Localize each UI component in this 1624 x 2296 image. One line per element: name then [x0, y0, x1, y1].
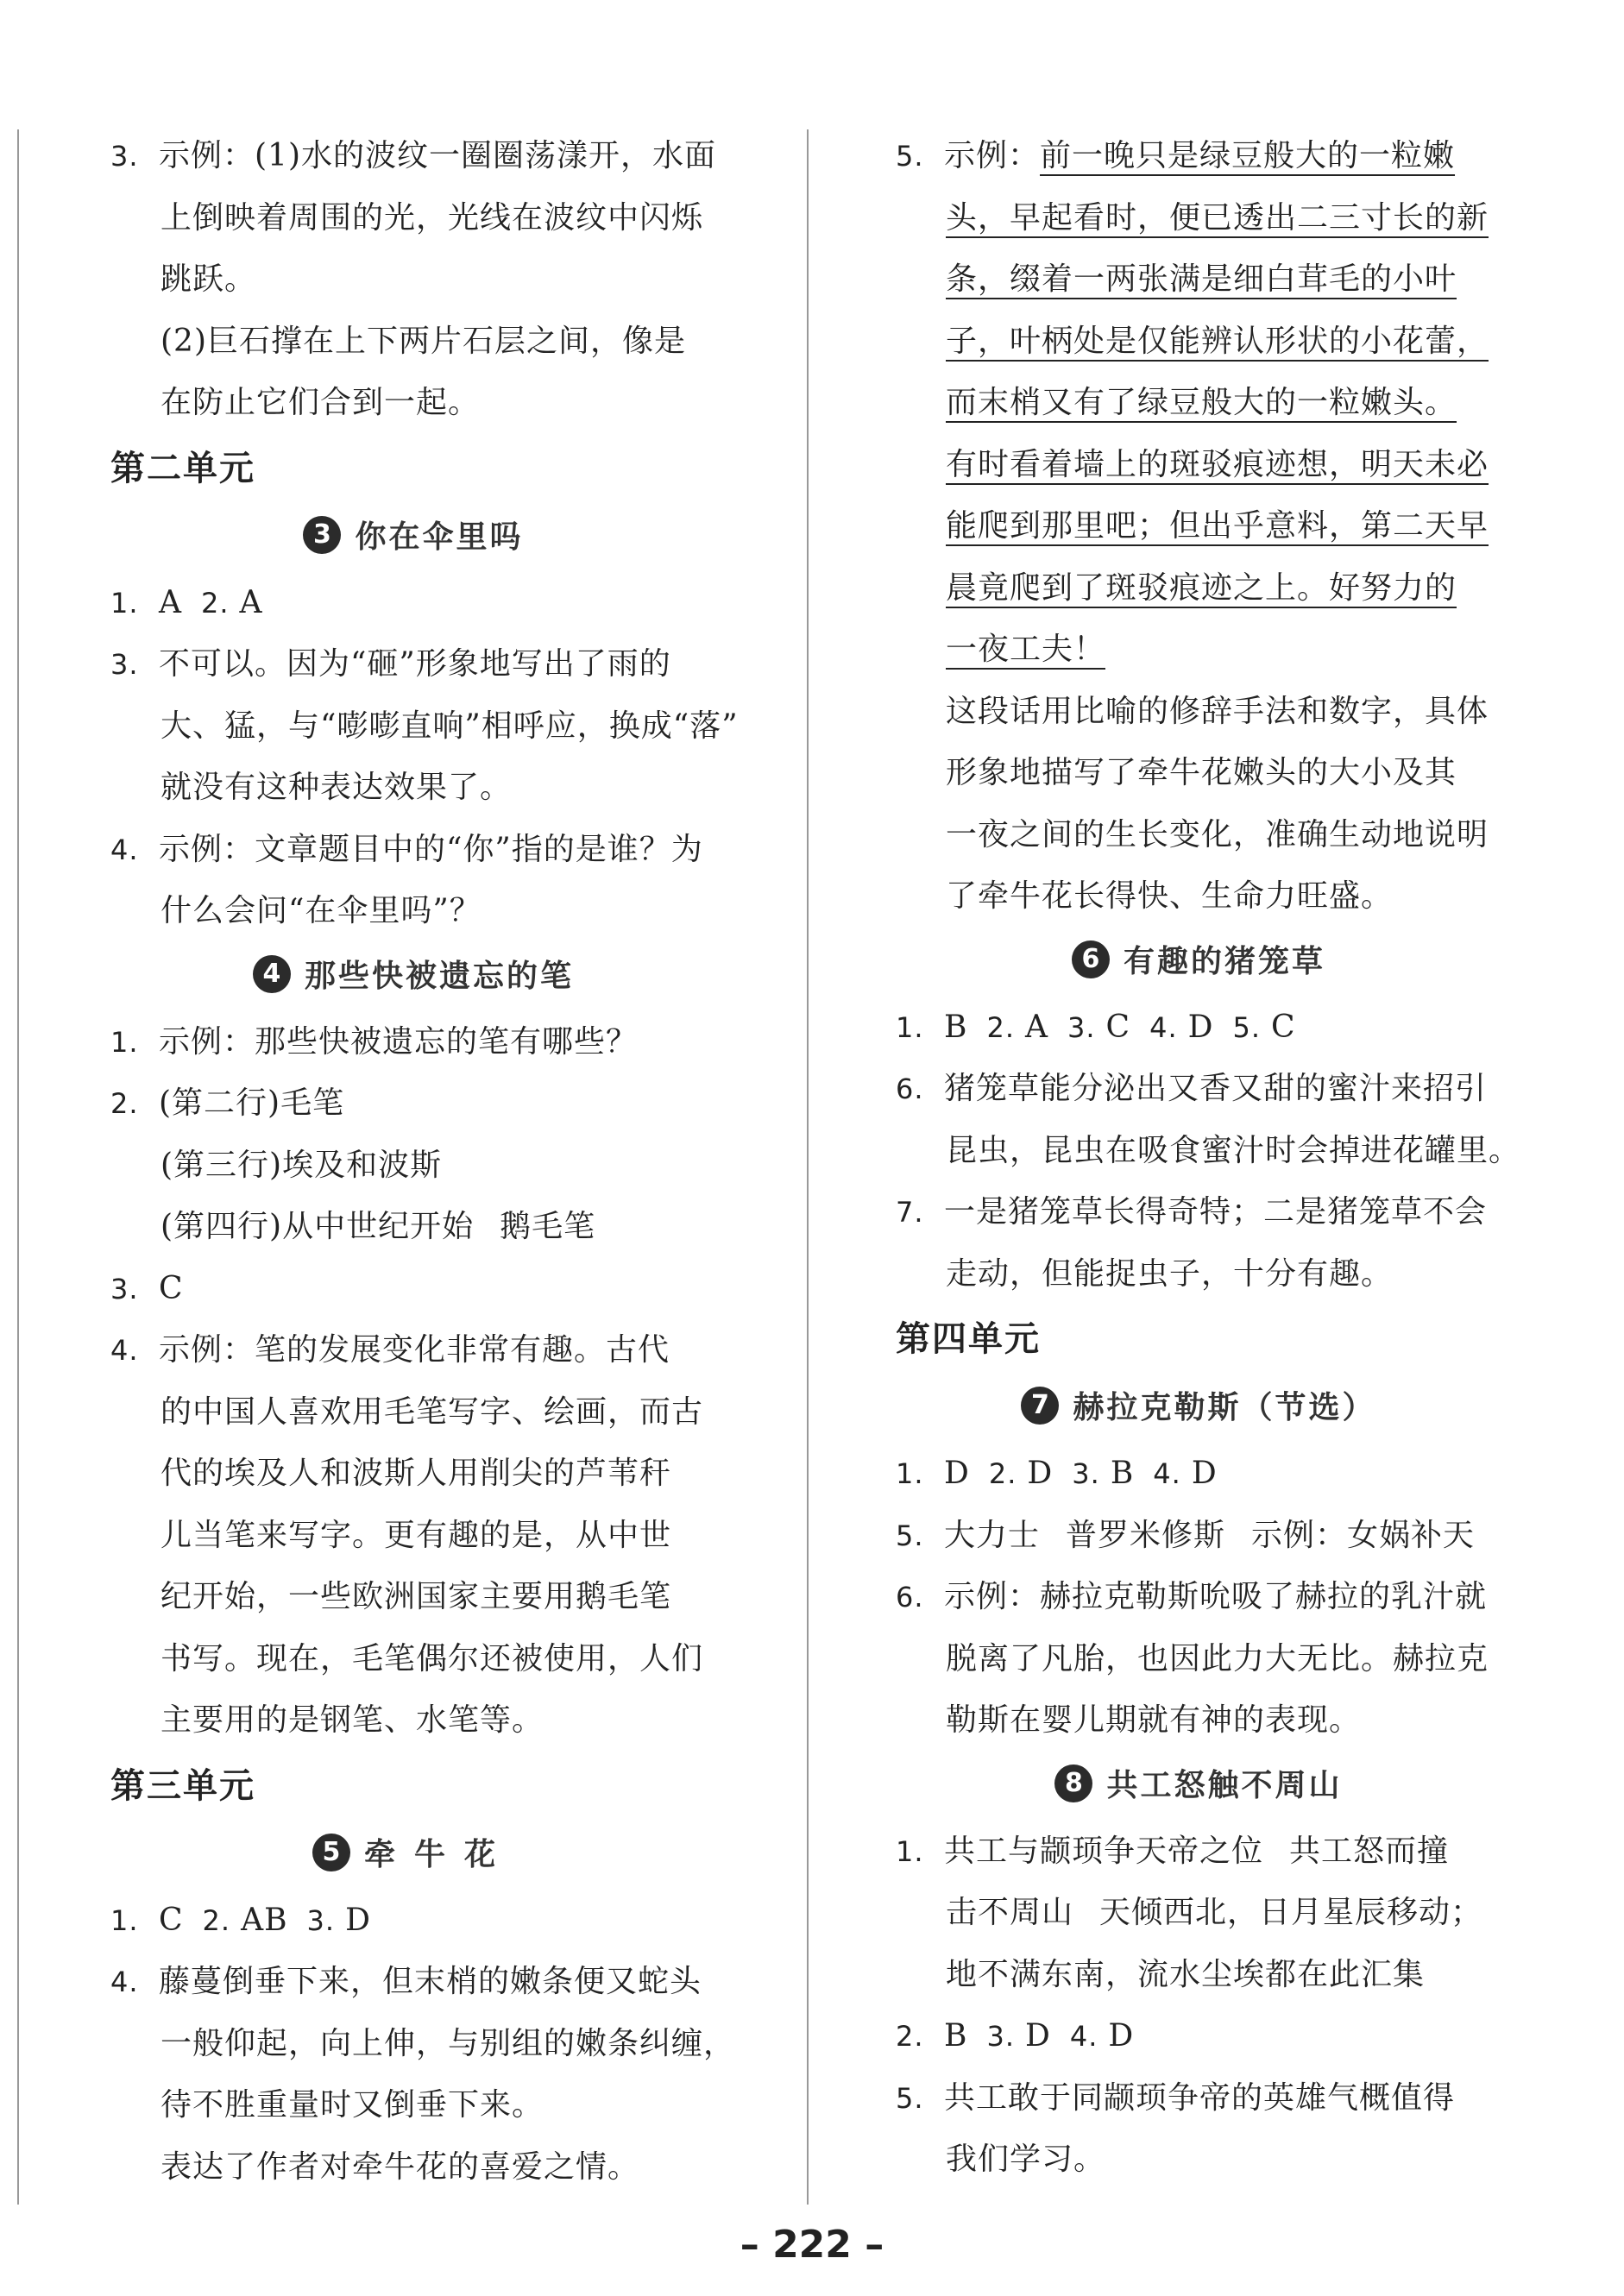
answer-line — [110, 1011, 716, 1073]
answer-line — [896, 311, 1501, 373]
answer-line — [896, 125, 1501, 187]
answer-text: C — [159, 1902, 184, 1938]
question-number: 2. — [110, 1087, 139, 1120]
answer-text: 击不周山 — [946, 1895, 1074, 1930]
answer-text: C — [159, 1270, 184, 1306]
answer-text: 共工与颛顼争天帝之位 — [944, 1833, 1264, 1869]
answer-line — [896, 2005, 1501, 2067]
underlined-quote: 能爬到那里吧；但出乎意料，第二天早 — [946, 508, 1489, 544]
underlined-quote: 子，叶柄处是仅能辨认形状的小花蕾， — [946, 323, 1489, 359]
lesson-number-badge: 8 — [1054, 1764, 1092, 1802]
answer-text: C — [1105, 1009, 1131, 1045]
question-number: 2. — [201, 586, 230, 620]
question-number: 1. — [110, 1025, 139, 1059]
question-number: 5. — [1232, 1010, 1262, 1044]
underlined-quote: 一夜工夫！ — [946, 632, 1106, 667]
question-number: 4. — [110, 1334, 139, 1367]
lesson-number-badge: 7 — [1021, 1387, 1059, 1425]
underlined-quote: 晨竟爬到了斑驳痕迹之上。好努力的 — [946, 569, 1457, 606]
answer-line: 一般仰起，向上伸，与别组的嫩条纠缠， — [161, 2025, 736, 2061]
question-number: 2. — [202, 1903, 231, 1937]
answer-line — [896, 495, 1501, 557]
lesson-heading — [896, 928, 1501, 997]
answer-line: 的中国人喜欢用毛笔写字、绘画，而古 — [161, 1393, 704, 1430]
answer-line — [896, 434, 1501, 496]
answer-text: 天倾西北，日月星辰移动； — [1099, 1895, 1483, 1930]
answer-line: 纪开始，一些欧洲国家主要用鹅毛笔 — [161, 1579, 672, 1614]
answer-line: 大、猛，与“嘭嘭直响”相呼应，换成“落” — [161, 708, 739, 744]
answer-text: B — [1110, 1456, 1135, 1491]
answer-text: D — [1187, 1009, 1214, 1045]
question-number: 3. — [1072, 1457, 1100, 1490]
answer-text: A — [239, 584, 263, 620]
question-number: 1. — [110, 1903, 139, 1937]
question-number: 7. — [896, 1196, 924, 1229]
lesson-title: 赫拉克勒斯（节选） — [1073, 1390, 1376, 1425]
answer-line — [110, 572, 716, 634]
answer-line: 在防止它们合到一起。 — [161, 385, 481, 420]
answer-line: 表达了作者对牵牛花的喜爱之情。 — [161, 2148, 640, 2185]
answer-line: (第三行)埃及和波斯 — [161, 1147, 443, 1183]
lesson-heading — [896, 1752, 1501, 1821]
lesson-heading — [896, 1374, 1501, 1443]
answer-line: 走动，但能捉虫子，十分有趣。 — [946, 1255, 1394, 1292]
question-number: 4. — [110, 833, 139, 866]
answer-line: 地不满东南，流水尘埃都在此汇集 — [946, 1956, 1426, 1992]
underlined-quote: 而末梢又有了绿豆般大的一粒嫩头。 — [946, 385, 1457, 420]
answer-text: D — [1025, 2018, 1051, 2054]
answer-line: 儿当笔来写字。更有趣的是，从中世 — [161, 1517, 672, 1553]
answer-text: 示例：文章题目中的“你”指的是谁？为 — [159, 831, 703, 867]
answer-line: 主要用的是钢笔、水笔等。 — [161, 1702, 544, 1738]
answer-line — [896, 372, 1501, 434]
answer-text: D — [345, 1902, 371, 1938]
lesson-title: 有趣的猪笼草 — [1123, 943, 1325, 979]
lesson-number-badge: 5 — [312, 1834, 350, 1871]
answer-text: 共工敢于同颛顼争帝的英雄气概值得 — [944, 2079, 1456, 2116]
answer-line: 书写。现在，毛笔偶尔还被使用，人们 — [161, 1640, 704, 1676]
answer-text: A — [159, 584, 182, 620]
lesson-number-badge: 6 — [1072, 940, 1110, 978]
underlined-quote: 条，缀着一两张满是细白茸毛的小叶 — [946, 261, 1457, 297]
answer-line: 形象地描写了牵牛花嫩头的大小及其 — [946, 755, 1457, 790]
answer-text: A — [1025, 1009, 1048, 1045]
answer-text: D — [1027, 1456, 1054, 1491]
answer-line: 我们学习。 — [946, 2142, 1106, 2177]
answer-text: 示例：那些快被遗忘的笔有哪些？ — [159, 1023, 639, 1060]
answer-line — [110, 125, 716, 187]
answer-text: (第二行)毛笔 — [159, 1085, 345, 1121]
answer-line: 就没有这种表达效果了。 — [161, 770, 513, 805]
answer-text: 大力士 — [944, 1517, 1041, 1553]
answer-line: 这段话用比喻的修辞手法和数字，具体 — [946, 693, 1489, 729]
answer-text: D — [944, 1456, 970, 1491]
answer-line: 了牵牛花长得快、生命力旺盛。 — [946, 878, 1394, 914]
answer-text: AB — [241, 1902, 288, 1938]
question-number: 5. — [896, 140, 924, 173]
question-number: 6. — [896, 1581, 924, 1613]
lesson-number-badge: 4 — [253, 955, 291, 993]
answer-line: (2)巨石撑在上下两片石层之间，像是 — [161, 323, 686, 359]
question-number: 3. — [110, 1272, 139, 1305]
answer-line — [110, 1073, 716, 1135]
answer-line — [896, 1882, 1501, 1944]
question-number: 3. — [1067, 1010, 1096, 1044]
answer-text: 示例： — [944, 138, 1041, 173]
answer-text: 一是猪笼草长得奇特；二是猪笼草不会 — [944, 1194, 1488, 1230]
answer-line — [896, 1058, 1501, 1120]
answer-text: 示例：女娲补天 — [1251, 1517, 1476, 1553]
right-column — [896, 125, 1521, 2191]
question-number: 5. — [896, 1519, 924, 1552]
unit-heading: 第三单元 — [110, 1765, 255, 1806]
lesson-title: 共工怒触不周山 — [1106, 1767, 1343, 1803]
question-number: 2. — [988, 1457, 1017, 1490]
underlined-quote: 前一晚只是绿豆般大的一粒嫩 — [1040, 138, 1456, 173]
answer-text: 猪笼草能分泌出又香又甜的蜜汁来招引 — [944, 1071, 1488, 1106]
answer-line — [896, 1821, 1501, 1883]
answer-line — [110, 1319, 716, 1381]
question-number: 3. — [306, 1903, 336, 1937]
question-number: 4. — [1153, 1457, 1181, 1490]
answer-line: 待不胜重量时又倒垂下来。 — [161, 2087, 544, 2123]
answer-text: B — [944, 1009, 968, 1045]
column-divider — [807, 129, 809, 2205]
answer-line — [110, 1258, 716, 1320]
answer-text: 藤蔓倒垂下来，但末梢的嫩条便又蛇头 — [159, 1964, 702, 1999]
question-number: 1. — [896, 1834, 924, 1868]
left-margin-line — [17, 129, 19, 2205]
question-number: 4. — [1149, 1010, 1178, 1044]
lesson-heading — [110, 503, 716, 572]
question-number: 3. — [110, 140, 139, 173]
answer-line: 上倒映着周围的光，光线在波纹中闪烁 — [161, 199, 704, 236]
answer-line: 昆虫，昆虫在吸食蜜汁时会掉进花罐里。 — [946, 1132, 1521, 1168]
answer-line — [110, 1196, 716, 1258]
lesson-heading — [110, 1821, 716, 1890]
question-number: 2. — [896, 2020, 924, 2053]
answer-line: 什么会问“在伞里吗”？ — [161, 893, 482, 928]
answer-line — [896, 187, 1501, 249]
answer-line — [110, 819, 716, 881]
answer-line — [896, 1181, 1501, 1243]
answer-text: (第四行)从中世纪开始 — [161, 1209, 475, 1244]
underlined-quote: 有时看着墙上的斑驳痕迹想，明天未必 — [946, 446, 1489, 482]
answer-line — [110, 1951, 716, 2013]
left-column — [110, 125, 739, 2198]
lesson-title: 牵牛花 — [363, 1836, 514, 1872]
question-number: 6. — [896, 1073, 924, 1105]
answer-text: 共工怒而撞 — [1289, 1833, 1450, 1869]
answer-text: 鹅毛笔 — [500, 1209, 596, 1244]
answer-line — [896, 2067, 1501, 2129]
answer-text: 示例：(1)水的波纹一圈圈荡漾开，水面 — [159, 138, 716, 173]
question-number: 4. — [1069, 2020, 1098, 2053]
answer-line: 脱离了凡胎，也因此力大无比。赫拉克 — [946, 1640, 1489, 1676]
lesson-heading — [110, 942, 716, 1011]
answer-text: 普罗米修斯 — [1066, 1517, 1226, 1553]
answer-text: 不可以。因为“砸”形象地写出了雨的 — [159, 646, 671, 682]
answer-line: 勒斯在婴儿期就有神的表现。 — [946, 1702, 1362, 1738]
question-number: 2. — [986, 1010, 1015, 1044]
page-number: – 222 – — [740, 2223, 884, 2267]
answer-line — [110, 633, 716, 695]
lesson-title: 那些快被遗忘的笔 — [304, 958, 574, 994]
answer-text: D — [1191, 1456, 1218, 1491]
lesson-title: 你在伞里吗 — [355, 519, 524, 555]
unit-heading: 第四单元 — [896, 1319, 1041, 1359]
underlined-quote: 头，早起看时，便已透出二三寸长的新 — [946, 199, 1489, 236]
answer-text: C — [1271, 1009, 1296, 1045]
question-number: 4. — [110, 1966, 139, 1998]
answer-line — [896, 997, 1501, 1059]
question-number: 5. — [896, 2081, 924, 2115]
question-number: 3. — [986, 2020, 1015, 2053]
answer-text: 示例：赫拉克勒斯吮吸了赫拉的乳汁就 — [944, 1579, 1488, 1614]
answer-text: B — [944, 2018, 968, 2054]
answer-text: D — [1108, 2018, 1135, 2054]
answer-text: 示例：笔的发展变化非常有趣。古代 — [159, 1332, 670, 1368]
answer-line — [110, 1890, 716, 1952]
question-number: 1. — [896, 1457, 924, 1490]
lesson-number-badge: 3 — [303, 516, 341, 554]
answer-line: 跳跃。 — [161, 261, 257, 297]
unit-heading: 第二单元 — [110, 448, 255, 488]
answer-line — [896, 1443, 1501, 1505]
answer-line: 一夜之间的生长变化，准确生动地说明 — [946, 816, 1489, 852]
answer-line — [896, 557, 1501, 620]
answer-line — [896, 1505, 1501, 1567]
answer-line — [896, 248, 1501, 311]
answer-line — [896, 1566, 1501, 1628]
question-number: 3. — [110, 648, 139, 681]
answer-line: 代的埃及人和波斯人用削尖的芦苇秆 — [161, 1456, 672, 1491]
question-number: 1. — [896, 1010, 924, 1044]
question-number: 1. — [110, 586, 139, 620]
answer-line — [896, 619, 1501, 681]
